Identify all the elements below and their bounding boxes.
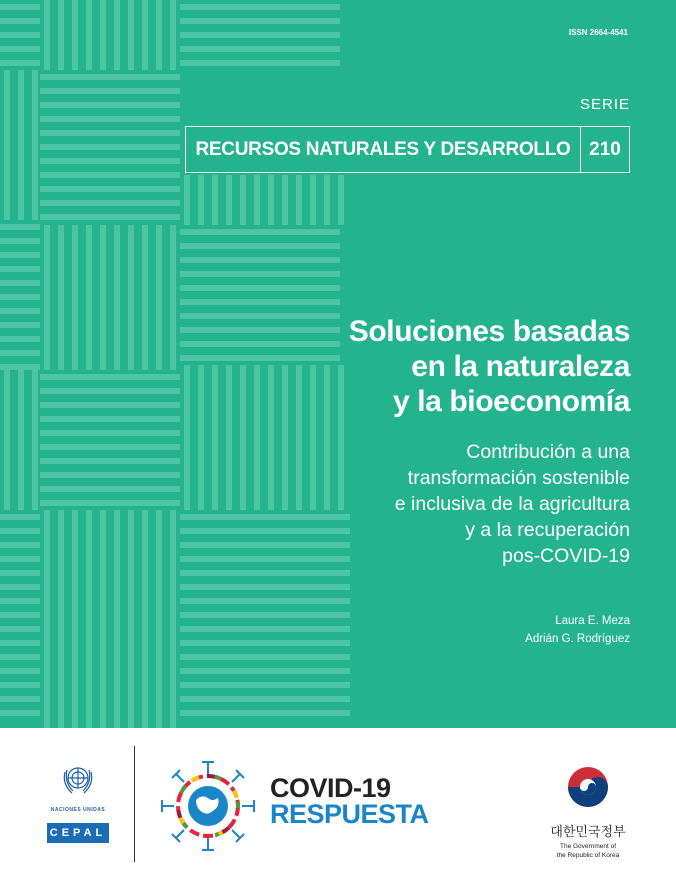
stripe-block	[0, 4, 40, 66]
document-subtitle: Contribución a una transformación sostenible e inclusiva de la agricultura y a la recuperación pos-COVID-19	[394, 441, 630, 567]
stripe-block	[44, 225, 176, 370]
stripe-block	[0, 514, 40, 716]
logo-footer	[0, 728, 676, 888]
series-name: RECURSOS NATURALES Y DESARROLLO	[195, 138, 571, 160]
taegeuk-icon	[565, 764, 611, 810]
series-number: 210	[580, 127, 629, 172]
issn-label: ISSN 2664-4541	[568, 28, 628, 37]
un-name: NACIONES UNIDAS	[50, 807, 106, 813]
korea-en-line: the Republic of Korea	[556, 852, 620, 859]
covid-line2: RESPUESTA	[270, 799, 429, 829]
stripe-block	[4, 70, 38, 220]
korea-government-logo	[540, 764, 636, 860]
footer-divider	[134, 746, 135, 862]
stripe-block	[184, 175, 344, 225]
korea-en-line: The Government of	[560, 843, 616, 850]
stripe-block	[40, 74, 180, 220]
stripe-block	[4, 370, 38, 510]
covid-response-emblem-icon	[156, 756, 260, 856]
authors	[525, 612, 630, 648]
series-label: SERIE	[579, 96, 630, 113]
stripe-block	[44, 510, 176, 728]
document-title: Soluciones basadas en la naturaleza y la bioeconomía	[348, 315, 630, 418]
cepal-logo: CEPAL	[47, 823, 109, 843]
un-cepal-logo	[42, 760, 114, 843]
stripe-block	[180, 4, 340, 66]
stripe-block	[44, 0, 176, 70]
stripe-block	[0, 224, 40, 370]
korea-government-name: 대한민국정부	[550, 825, 626, 840]
stripe-block	[40, 374, 180, 506]
series-box	[185, 126, 630, 173]
covid-line1: COVID-19	[270, 773, 391, 803]
korea-government-english	[540, 842, 636, 860]
covid-response-wordmark	[270, 775, 429, 827]
un-emblem-icon	[58, 760, 98, 800]
author-name: Adrián G. Rodríguez	[525, 633, 630, 645]
author-name: Laura E. Meza	[555, 615, 630, 627]
